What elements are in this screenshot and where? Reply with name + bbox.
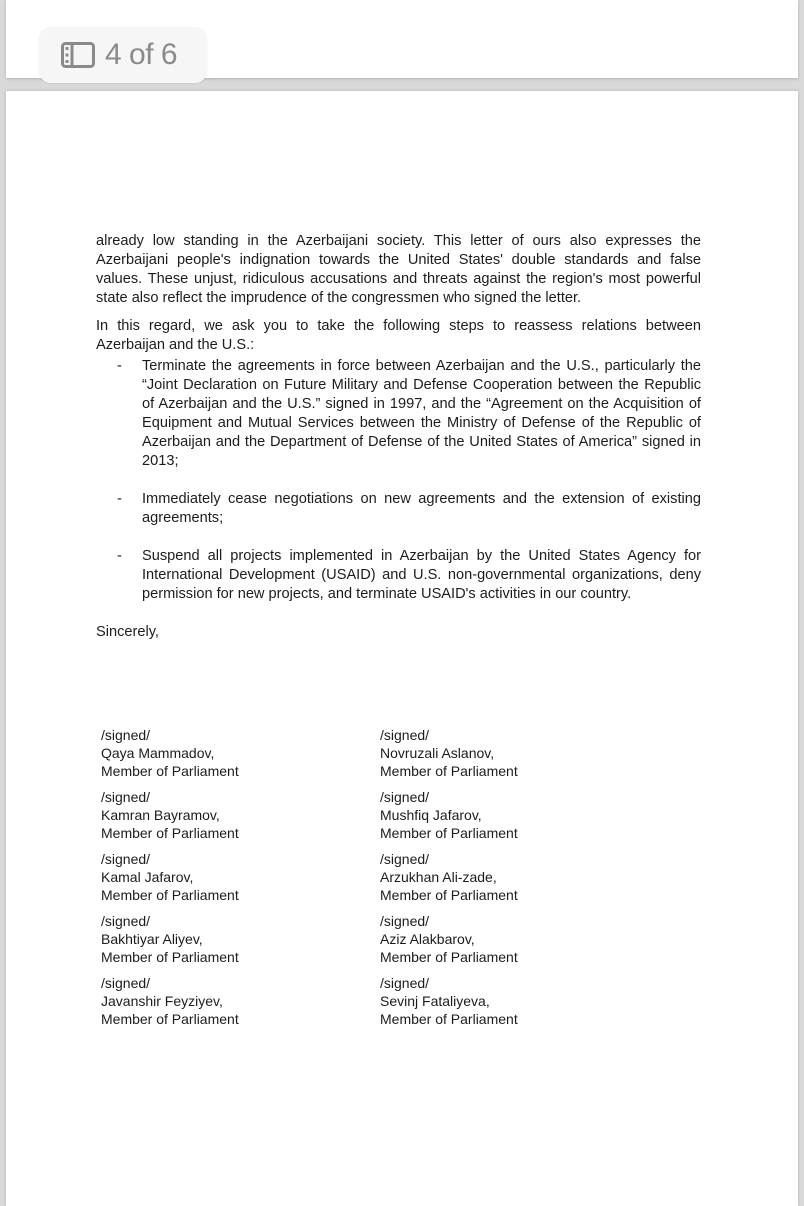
- signed-mark: /signed/: [101, 975, 151, 991]
- signatory-title: Member of Parliament: [380, 825, 518, 841]
- list-item: [96, 490, 701, 528]
- list-item-text: Terminate the agreements in force between Azerbaijan and the U.S., particularly the “Joint Declaration on Future Military and Defense Cooperation between the Republic of Azerbaijan and the U.S.” signed in 1997, and the “Agreement on the Acquisition of Equipment and Mutual Services between the Ministry of Defense of the Republic of Azerbaijan and the Department of Defense of the United States of America” signed in 2013;: [142, 358, 701, 469]
- letter-body: [96, 232, 701, 651]
- signature-block: [380, 974, 560, 1028]
- signed-mark: /signed/: [380, 789, 430, 805]
- signatory-title: Member of Parliament: [380, 1011, 518, 1027]
- signatory-title: Member of Parliament: [380, 949, 518, 965]
- closing: Sincerely,: [96, 624, 159, 640]
- bullet-marker: -: [117, 491, 122, 507]
- signatory-title: Member of Parliament: [101, 763, 239, 779]
- signatory-title: Member of Parliament: [101, 949, 239, 965]
- signature-block: [101, 726, 380, 780]
- signatory-name: Bakhtiyar Aliyev,: [101, 931, 203, 947]
- signature-block: [380, 912, 560, 966]
- signed-mark: /signed/: [101, 789, 151, 805]
- signature-block: [380, 850, 560, 904]
- signature-block: [101, 912, 380, 966]
- signatory-name: Novruzali Aslanov,: [380, 745, 495, 761]
- signature-block: [101, 850, 380, 904]
- signatory-name: Arzukhan Ali-zade,: [380, 869, 497, 885]
- signatory-title: Member of Parliament: [101, 887, 239, 903]
- signatory-title: Member of Parliament: [101, 1011, 239, 1027]
- signed-mark: /signed/: [101, 913, 151, 929]
- signatory-title: Member of Parliament: [101, 825, 239, 841]
- signed-mark: /signed/: [380, 975, 430, 991]
- paragraph: In this regard, we ask you to take the following steps to reassess relations between Azerbaijan and the U.S.:: [96, 318, 701, 353]
- signatory-name: Sevinj Fataliyeva,: [380, 993, 490, 1009]
- list-item-text: Immediately cease negotiations on new agreements and the extension of existing agreements;: [142, 491, 701, 526]
- signature-block: [380, 788, 560, 842]
- signed-mark: /signed/: [101, 851, 151, 867]
- signatory-name: Mushfiq Jafarov,: [380, 807, 482, 823]
- steps-list: [96, 357, 701, 604]
- signature-block: [101, 788, 380, 842]
- signature-block: [380, 726, 560, 780]
- signatory-title: Member of Parliament: [380, 887, 518, 903]
- signatory-name: Aziz Alakbarov,: [380, 931, 475, 947]
- list-item: [96, 357, 701, 471]
- signatory-name: Kamal Jafarov,: [101, 869, 194, 885]
- signed-mark: /signed/: [380, 727, 430, 743]
- signed-mark: /signed/: [101, 727, 151, 743]
- signed-mark: /signed/: [380, 851, 430, 867]
- page-indicator-label: 4 of 6: [105, 38, 178, 71]
- paragraph: already low standing in the Azerbaijani society. This letter of ours also expresses the Azerbaijani people's indignation towards the United States' double standards and false values. These unjust, ridiculous accusations and threats against the region's most powerful state also reflect the imprudence of the congressmen who signed the letter.: [96, 233, 701, 306]
- bullet-marker: -: [117, 358, 122, 374]
- signed-mark: /signed/: [380, 913, 430, 929]
- signatory-name: Kamran Bayramov,: [101, 807, 220, 823]
- bullet-marker: -: [117, 548, 122, 564]
- sidebar-icon: [61, 42, 95, 68]
- page-indicator[interactable]: [39, 27, 207, 83]
- signatures: [101, 726, 561, 1028]
- signatory-title: Member of Parliament: [380, 763, 518, 779]
- signatory-name: Qaya Mammadov,: [101, 745, 215, 761]
- signatory-name: Javanshir Feyziyev,: [101, 993, 223, 1009]
- signature-block: [101, 974, 380, 1028]
- list-item: [96, 547, 701, 604]
- list-item-text: Suspend all projects implemented in Azerbaijan by the United States Agency for International Development (USAID) and U.S. non-governmental organizations, deny permission for new projects, and terminate USAID's activities in our country.: [142, 548, 701, 602]
